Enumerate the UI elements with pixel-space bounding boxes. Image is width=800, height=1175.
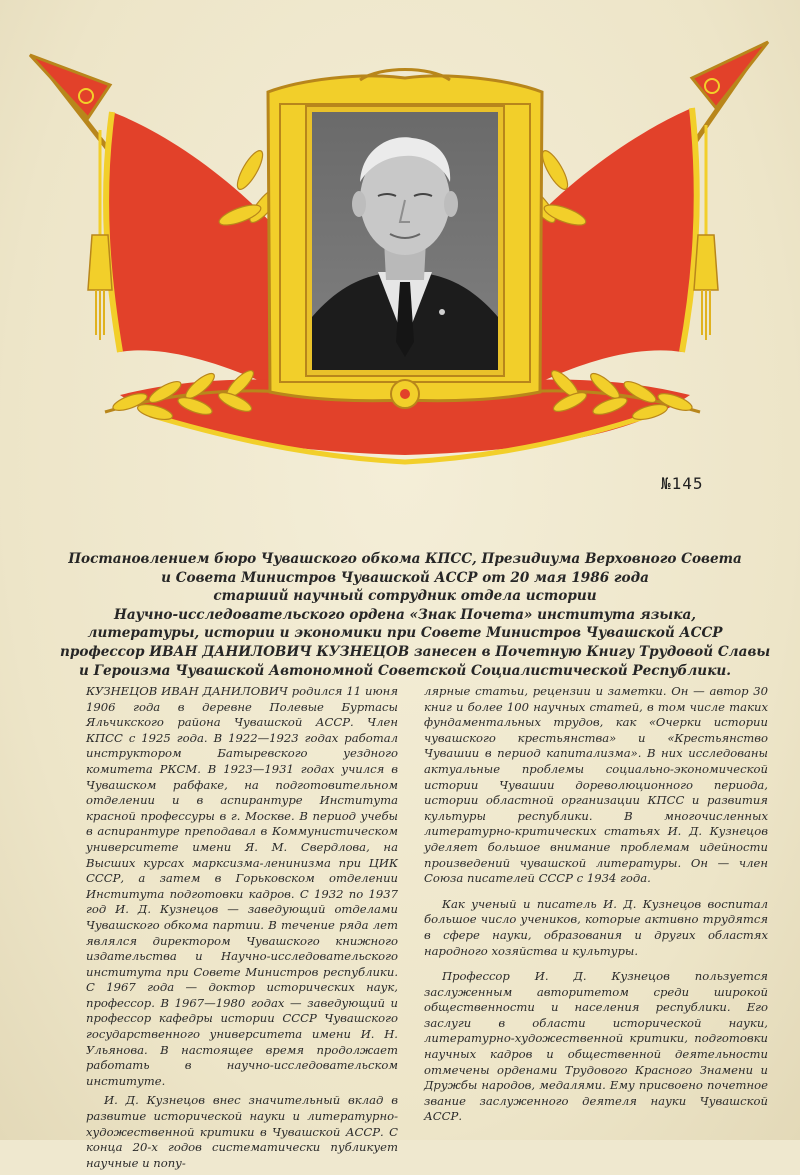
biography-paragraph: Как ученый и писатель И. Д. Кузнецов воспитал большое число учеников, которые активно трудятся в сфере науки, образования и других областях народного хозяйства и культуры. xyxy=(424,896,768,958)
left-tassel xyxy=(88,235,112,290)
decree-line: литературы, истории и экономики при Совете Министров Чувашской АССР xyxy=(87,625,723,642)
biography-paragraph: лярные статьи, рецензии и заметки. Он — автор 30 книг и более 100 научных статей, в том числе таких фундаментальных трудов, как «Очерки истории чувашского крестьянства» и «Крестьянство Чувашии в период капитализма». В них исследованы актуальные проблемы социально-экономической истории Чувашии дореволюционного периода, истории областной организации КПСС и развития культуры республики. В многочисленных литературно-критических статьях И. Д. Кузнецов уделяет большое внимание проблемам идейности произведений чувашской литературы. Он — член Союза писателей СССР с 1934 года. xyxy=(424,684,768,886)
right-pole-spearhead xyxy=(692,42,768,108)
decree-heading xyxy=(60,550,771,680)
decree-line: и Совета Министров Чувашской АССР от 20 мая 1986 года xyxy=(161,569,649,586)
decree-line: профессор ИВАН ДАНИЛОВИЧ КУЗНЕЦОВ занесен в Почетную Книгу Трудовой Славы xyxy=(60,643,771,660)
decree-line: Научно-исследовательского ордена «Знак Почета» института языка, xyxy=(114,606,696,623)
biography-right-column xyxy=(424,684,768,1129)
decree-line: Постановлением бюро Чувашского обкома КПСС, Президиума Верховного Совета xyxy=(68,551,742,567)
left-pole-spearhead xyxy=(30,55,110,118)
biography-paragraph: Профессор И. Д. Кузнецов пользуется заслуженным авторитетом среди широкой общественности и населения республики. Его заслуги в области исторической науки, литературно-художественной критики, подготовки научных кадров и общественной деятельности отмечены орденами Трудового Красного Знамени и Дружбы народов, медалями. Ему присвоено почетное звание заслуженного деятеля науки Чувашской АССР. xyxy=(424,969,768,1124)
biography-left-column xyxy=(86,684,398,1175)
biography-paragraph: КУЗНЕЦОВ ИВАН ДАНИЛОВИЧ родился 11 июня 1906 года в деревне Полевые Буртасы Яльчикского района Чувашской АССР. Член КПСС с 1925 года. В 1922—1923 годах работал инструктором Батыревского уездного комитета РКСМ. В 1923—1931 годах учился в Чувашском рабфаке, на подготовительном отделении и в аспирантуре Института красной профессуры в г. Москве. В период учебы в аспирантуре преподавал в Коммунистическом университете имени Я. М. Свердлова, на Высших курсах марксизма-ленинизма при ЦИК СССР, а затем в Горьковском отделении Института подготовки кадров. С 1932 по 1937 год И. Д. Кузнецов — заведующий отделами Чувашского обкома партии. В течение ряда лет являлся директором Чувашского книжного издательства и Научно-исследовательского института при Совете Министров республики. С 1967 года — доктор исторических наук, профессор. В 1967—1980 годах — заведующий и профессор кафедры истории СССР Чувашского государственного университета имени И. Н. Ульянова. В настоящее время продолжает работать в научно-исследовательском институте. xyxy=(86,684,398,1088)
right-tassel xyxy=(694,235,718,290)
document-number: №145 xyxy=(661,474,704,493)
portrait-photo xyxy=(312,112,498,370)
decree-line: старший научный сотрудник отдела истории xyxy=(213,588,597,605)
biography-paragraph: И. Д. Кузнецов внес значительный вклад в развитие исторической науки и литературно-художественной критики в Чувашской АССР. С конца 20-х годов систематически публикует научные и попу- xyxy=(86,1093,398,1170)
rosette-ornament xyxy=(391,380,419,408)
portrait-illustration xyxy=(312,112,498,370)
decree-line: и Героизма Чувашской Автономной Советской Социалистической Республики. xyxy=(78,662,732,679)
